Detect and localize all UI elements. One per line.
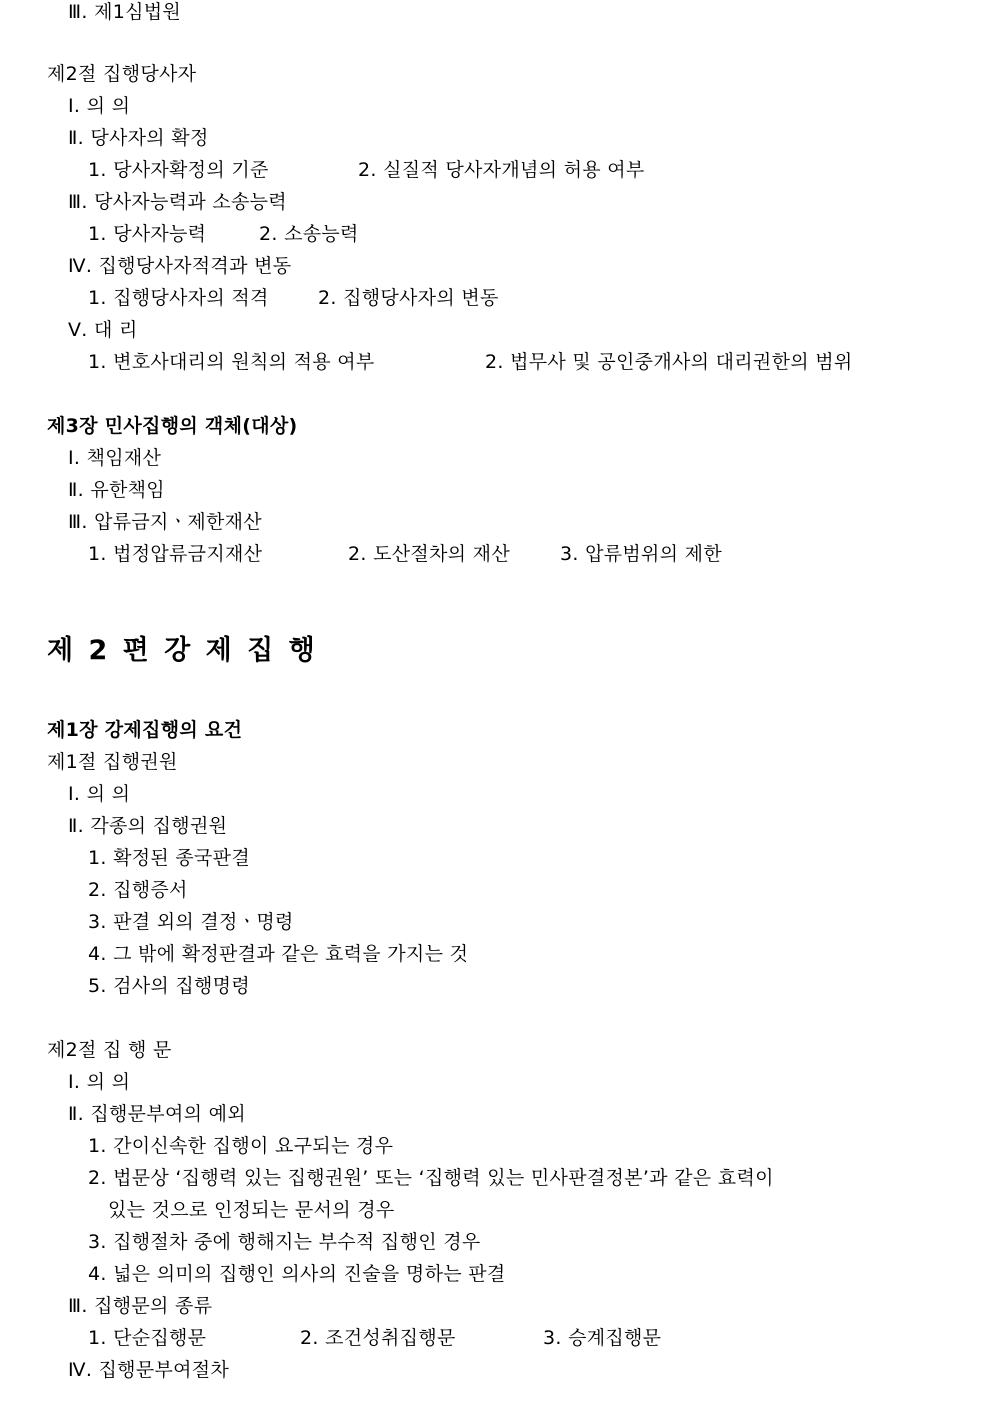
outline-subitem: 4. 넓은 의미의 집행인 의사의 진술을 명하는 판결 xyxy=(88,1263,506,1285)
outline-item: Ⅱ. 당사자의 확정 xyxy=(68,127,209,149)
outline-subitem: 2. 법문상 ‘집행력 있는 집행권원’ 또는 ‘집행력 있는 민사판결정본’과 같은 효력이 xyxy=(88,1167,774,1189)
outline-subitem: 1. 간이신속한 집행이 요구되는 경우 xyxy=(88,1135,394,1157)
section-heading: 제1절 집행권원 xyxy=(47,751,178,773)
outline-item: Ⅲ. 제1심법원 xyxy=(68,1,182,23)
outline-item: Ⅰ. 의 의 xyxy=(68,1071,131,1093)
outline-subitem: 5. 검사의 집행명령 xyxy=(88,975,250,997)
outline-item: Ⅲ. 집행문의 종류 xyxy=(68,1295,213,1317)
outline-subitem: 1. 법정압류금지재산 xyxy=(88,543,263,565)
outline-subitem: 1. 당사자확정의 기준 xyxy=(88,159,269,181)
outline-subitem: 2. 집행당사자의 변동 xyxy=(318,287,499,309)
outline-item: Ⅲ. 압류금지ㆍ제한재산 xyxy=(68,511,262,533)
outline-item: Ⅰ. 책임재산 xyxy=(68,447,162,469)
outline-subitem: 4. 그 밖에 확정판결과 같은 효력을 가지는 것 xyxy=(88,943,469,965)
outline-item: Ⅱ. 유한책임 xyxy=(68,479,165,501)
section-heading: 제2절 집 행 문 xyxy=(47,1039,172,1061)
outline-subitem: 1. 변호사대리의 원칙의 적용 여부 xyxy=(88,351,375,373)
part-heading: 제 2 편 강 제 집 행 xyxy=(47,635,318,666)
outline-subitem: 2. 법무사 및 공인중개사의 대리권한의 범위 xyxy=(485,351,853,373)
outline-subitem: 1. 집행당사자의 적격 xyxy=(88,287,269,309)
outline-subitem: 3. 판결 외의 결정ㆍ명령 xyxy=(88,911,294,933)
outline-item: Ⅴ. 대 리 xyxy=(68,319,138,341)
outline-subitem: 3. 집행절차 중에 행해지는 부수적 집행인 경우 xyxy=(88,1231,481,1253)
outline-subitem: 2. 도산절차의 재산 xyxy=(348,543,510,565)
outline-subitem: 3. 압류범위의 제한 xyxy=(560,543,722,565)
outline-item: Ⅰ. 의 의 xyxy=(68,95,131,117)
outline-subitem: 3. 승계집행문 xyxy=(543,1327,662,1349)
outline-item: Ⅰ. 의 의 xyxy=(68,783,131,805)
outline-item: Ⅱ. 집행문부여의 예외 xyxy=(68,1103,246,1125)
chapter-heading: 제1장 강제집행의 요건 xyxy=(47,719,243,741)
chapter-heading: 제3장 민사집행의 객체(대상) xyxy=(47,415,298,437)
section-heading: 제2절 집행당사자 xyxy=(47,63,197,85)
outline-subitem: 2. 조건성취집행문 xyxy=(300,1327,456,1349)
outline-subitem-continuation: 있는 것으로 인정되는 문서의 경우 xyxy=(108,1199,395,1221)
outline-subitem: 1. 확정된 종국판결 xyxy=(88,847,250,869)
outline-subitem: 1. 당사자능력 xyxy=(88,223,207,245)
outline-subitem: 2. 소송능력 xyxy=(259,223,359,245)
outline-subitem: 1. 단순집행문 xyxy=(88,1327,207,1349)
outline-item: Ⅲ. 당사자능력과 소송능력 xyxy=(68,191,287,213)
outline-item: Ⅳ. 집행문부여절차 xyxy=(68,1359,230,1381)
outline-item: Ⅱ. 각종의 집행권원 xyxy=(68,815,228,837)
outline-item: Ⅳ. 집행당사자적격과 변동 xyxy=(68,255,292,277)
outline-subitem: 2. 집행증서 xyxy=(88,879,188,901)
outline-subitem: 2. 실질적 당사자개념의 허용 여부 xyxy=(358,159,645,181)
